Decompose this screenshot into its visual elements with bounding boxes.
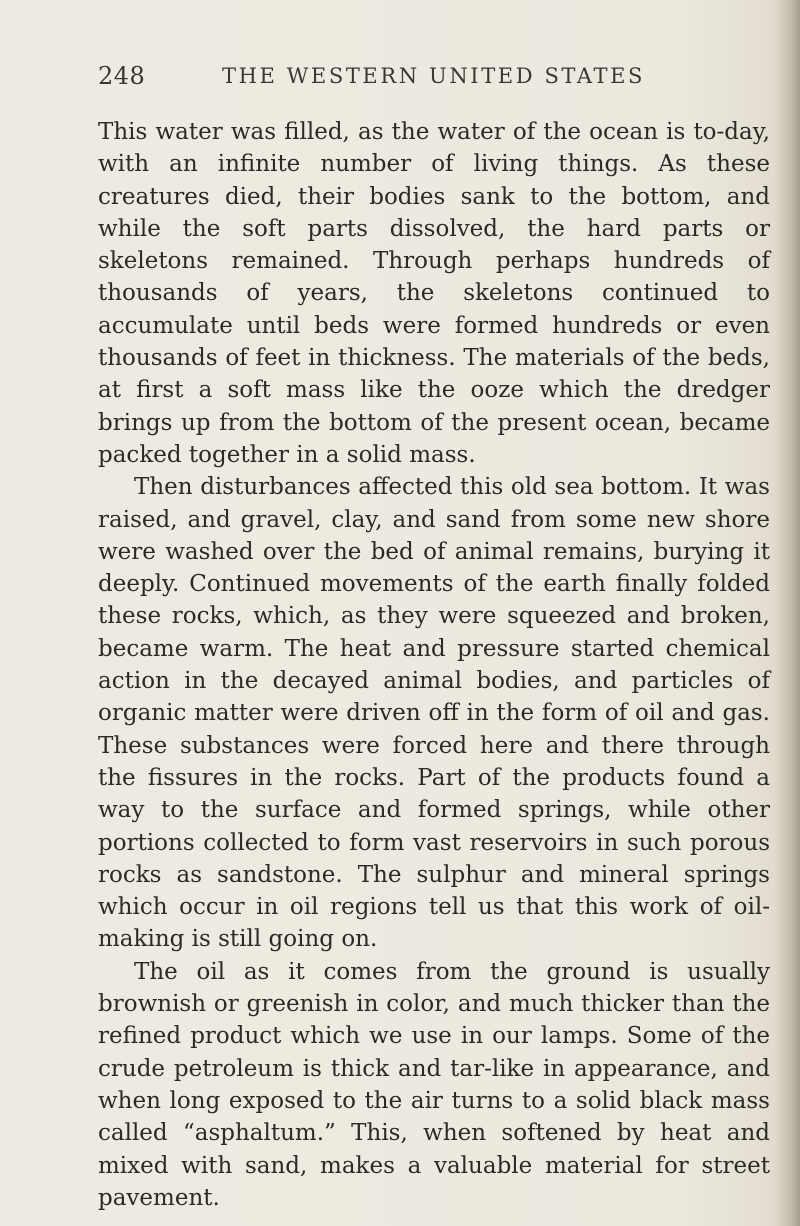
body-text [98, 116, 770, 1214]
page-number: 248 [98, 62, 146, 90]
paragraph-2: Then disturbances affected this old sea bottom. It was raised, and gravel, clay, and sand from some new shore were washed over the bed of animal remains, burying it deeply. Continued movements of the earth finally folded these rocks, which, as they were squeezed and broken, became warm. The heat and pressure started chemical action in the decayed animal bodies, and particles of organic matter were driven off in the form of oil and gas. These substances were forced here and there through the fissures in the rocks. Part of the products found a way to the surface and formed springs, while other portions collected to form vast reservoirs in such porous rocks as sandstone. The sulphur and mineral springs which occur in oil regions tell us that this work of oil-making is still going on. [98, 474, 770, 953]
page-header [98, 62, 698, 96]
page-edge-shadow [776, 0, 800, 1226]
paragraph-3: The oil as it comes from the ground is usually brownish or greenish in color, and much thicker than the refined product which we use in our lamps. Some of the crude petroleum is thick and tar-like in appearance, and when long exposed to the air turns to a solid black mass called “asphaltum.” This, when softened by heat and mixed with sand, makes a valuable material for street pavement. [98, 958, 770, 1211]
paragraph-1: This water was filled, as the water of the ocean is to-day, with an infinite number of living things. As these creatures died, their bodies sank to the bottom, and while the soft parts dissolved, the hard parts or skeletons remained. Through perhaps hundreds of thousands of years, the skeletons continued to accumulate until beds were formed hundreds or even thousands of feet in thickness. The materials of the beds, at first a soft mass like the ooze which the dredger brings up from the bottom of the present ocean, became packed together in a solid mass. [98, 119, 770, 468]
running-head: THE WESTERN UNITED STATES [222, 64, 646, 88]
